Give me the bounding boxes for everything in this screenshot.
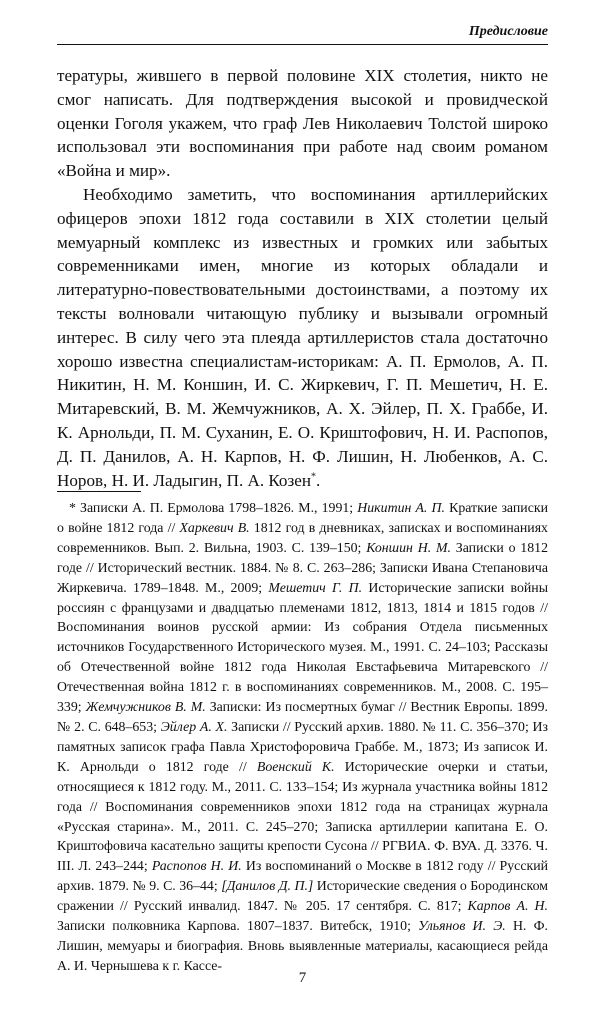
footnote-author: Харкевич В. bbox=[179, 519, 250, 535]
footnote-author: Ульянов И. Э. bbox=[418, 918, 506, 934]
footnote-paragraph bbox=[57, 498, 548, 976]
footnote-text: Краткие записки о войне 1812 года // bbox=[57, 500, 548, 535]
footnote-text: 1812 год в дневниках, записках и воспоминаниях современников. Вып. 2. Вильна, 1903. С. 139–150; bbox=[57, 519, 548, 555]
book-page bbox=[57, 0, 548, 1017]
running-title: Предисловие bbox=[468, 24, 548, 39]
main-text bbox=[57, 64, 548, 492]
footnote-text: Записки полковника Карпова. 1807–1837. Витебск, 1910; bbox=[57, 918, 419, 934]
footnote-rule bbox=[57, 491, 141, 492]
footnote-author: Карпов А. Н. bbox=[467, 898, 548, 914]
footnote-text: Записки: Из посмертных бумаг // Вестник Европы. 1899. № 2. С. 648–653; bbox=[57, 699, 548, 734]
footnote-text: Н. Ф. Лишин, мемуары и биография. Вновь выявленные материалы, касающиеся рейда А. И. Чернышева к г. Кассе- bbox=[57, 918, 548, 973]
paragraph-1: тературы, жившего в первой половине XIX столетия, никто не смог написать. Для подтверждения высокой и провидческой оценки Гоголя укажем, что граф Лев Николаевич Толстой широко использовал эти воспоминания при работе над своим романом «Война и мир». bbox=[57, 66, 548, 181]
footnote-text: Записки // Русский архив. 1880. № 11. С. 356–370; Из памятных записок графа Павла Христофоровича Граббе. М., 1873; Из записок И. К. Арнольди о 1812 годе // bbox=[57, 718, 548, 774]
footnote-text: Исторические записки войны россиян с французами и двадцатью племенами 1812, 1813, 1814 и 1815 годов // Воспоминания воинов русской армии: Из собрания Отдела письменных источников Государственного Исторического музея. М., 1991. С. 24–103; Рассказы об Отечественной войне 1812 года Николая Евстафьевича Митаревского // Отечественная война 1812 г. в воспоминаниях современников. М., 2008. С. 195–339; bbox=[57, 579, 549, 715]
footnote-author: [Данилов Д. П.] bbox=[221, 878, 314, 894]
header-rule bbox=[57, 44, 548, 45]
footnote-text: Записки А. П. Ермолова 1798–1826. М., 1991; bbox=[75, 500, 358, 515]
footnote-author: Коншин Н. М. bbox=[366, 539, 451, 555]
footnote bbox=[57, 498, 548, 976]
footnote-text: Записки о 1812 годе // Исторический вестник. 1884. № 8. С. 263–286; Записки Ивана Степановича Жиркевича. 1789–1848. М., 2009; bbox=[57, 539, 548, 595]
page-number: 7 bbox=[298, 970, 307, 986]
footnote-author: Никитин А. П. bbox=[357, 500, 445, 515]
footnote-author: Военский К. bbox=[256, 758, 335, 774]
footnote-text: Исторические сведения о Бородинском сражении // Русский инвалид. 1847. № 205. 17 сентября. С. 817; bbox=[57, 878, 548, 914]
footnote-text: Исторические очерки и статьи, относящиеся к 1812 году. М., 2011. С. 133–154; Из журнала участника войны 1812 года // Воспоминания современников эпохи 1812 года на страницах журнала «Русская старина». М., 2011. С. 245–270; Записка артиллерии капитана Е. О. Криштофовича касательно защиты крепости Сусона // РГВИА. Ф. ВУА. Д. 3376. Ч. III. Л. 243–244; bbox=[57, 758, 548, 874]
paragraph-2: Необходимо заметить, что воспоминания артиллерийских офицеров эпохи 1812 года составили в XIX столетии целый мемуарный комплекс из известных и громких или забытых современниками имен, многие из которых обладали и литературно-повествовательными достоинствами, а поэтому их тексты волновали читающую публику и вызывали огромный интерес. В силу чего эта плеяда артиллеристов стала достаточно хорошо известна специалистам-историкам: А. П. Ермолов, А. П. Никитин, Н. М. Коншин, И. С. Жиркевич, Г. П. Мешетич, Н. Е. Митаревский, В. М. Жемчужников, А. Х. Эйлер, П. Х. Граббе, И. К. Арнольди, П. М. Суханин, Е. О. Криштофович, Н. И. Распопов, Д. П. Данилов, А. Н. Карпов, Н. Ф. Лишин, Н. Любенков, А. С. Норов, Н. И. Ладыгин, П. А. Козен*. bbox=[57, 184, 548, 490]
paragraph-2-text: Необходимо заметить, что воспоминания артиллерийских офицеров эпохи 1812 года составили в XIX столетии целый мемуарный комплекс из известных и громких или забытых современниками имен, многие из которых обладали и литературно-повествовательными достоинствами, а поэтому их тексты волновали читающую публику и вызывали огромный интерес. В силу чего эта плеяда артиллеристов стала достаточно хорошо известна специалистам-историкам: А. П. Ермолов, А. П. Никитин, Н. М. Коншин, И. С. Жиркевич, Г. П. Мешетич, Н. Е. Митаревский, В. М. Жемчужников, А. Х. Эйлер, П. Х. Граббе, И. К. Арнольди, П. М. Суханин, Е. О. Криштофович, Н. И. Распопов, Д. П. Данилов, А. Н. Карпов, Н. Ф. Лишин, Н. Любенков, А. С. Норов, Н. И. Ладыгин, П. А. Козен bbox=[57, 184, 548, 490]
footnote-text: Из воспоминаний о Москве в 1812 году // Русский архив. 1879. № 9. С. 36–44; bbox=[57, 858, 549, 894]
footnote-reference: * bbox=[310, 470, 316, 482]
footnote-author: Эйлер А. Х. bbox=[160, 718, 228, 734]
footnote-marker: * bbox=[69, 500, 76, 515]
footnote-body bbox=[57, 500, 548, 973]
footnote-author: Мешетич Г. П. bbox=[268, 579, 363, 595]
footnote-author: Жемчужников В. М. bbox=[85, 699, 206, 715]
footnote-author: Распопов Н. И. bbox=[151, 858, 242, 874]
